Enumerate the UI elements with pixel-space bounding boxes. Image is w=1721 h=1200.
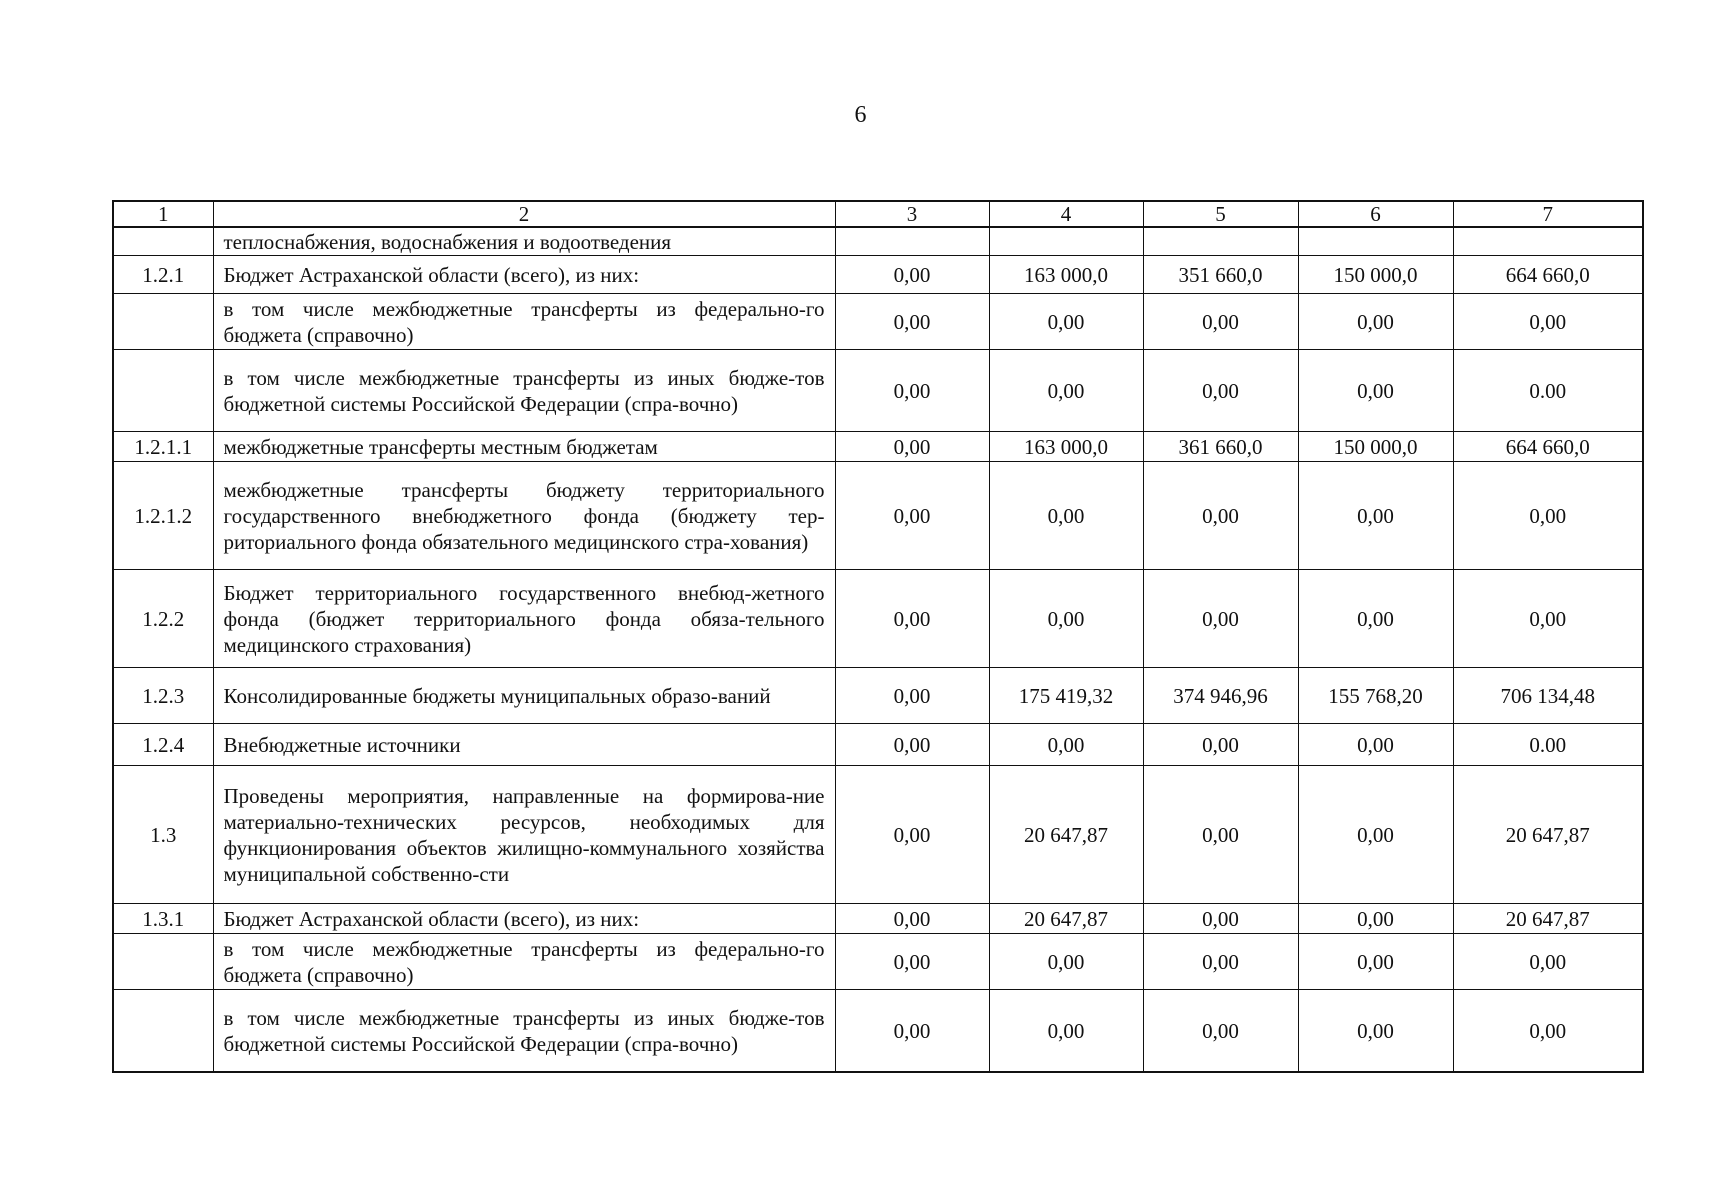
- row-value: 0,00: [835, 990, 989, 1072]
- row-value: 0,00: [835, 724, 989, 766]
- row-value: 0,00: [1298, 462, 1453, 570]
- row-value: 664 660,0: [1453, 256, 1643, 294]
- row-value: 0,00: [1298, 350, 1453, 432]
- row-value: 0,00: [1298, 570, 1453, 668]
- table-row: [113, 766, 1643, 904]
- row-value: 0,00: [835, 256, 989, 294]
- table-row: [113, 934, 1643, 990]
- row-code: 1.2.1.2: [113, 462, 213, 570]
- column-header: 1: [113, 201, 213, 227]
- row-value: 0,00: [1298, 294, 1453, 350]
- row-value: 0,00: [989, 462, 1143, 570]
- row-code: 1.2.1.1: [113, 432, 213, 462]
- row-value: 20 647,87: [1453, 904, 1643, 934]
- row-description: Консолидированные бюджеты муниципальных образо-ваний: [213, 668, 835, 724]
- row-value: 0,00: [1298, 766, 1453, 904]
- row-value: 0,00: [835, 668, 989, 724]
- row-value: 0,00: [1298, 724, 1453, 766]
- column-header: 2: [213, 201, 835, 227]
- column-header: 7: [1453, 201, 1643, 227]
- row-code: 1.2.2: [113, 570, 213, 668]
- row-value: [1298, 227, 1453, 256]
- row-value: 0.00: [1453, 724, 1643, 766]
- row-description: Внебюджетные источники: [213, 724, 835, 766]
- row-description: в том числе межбюджетные трансферты из иных бюдже-тов бюджетной системы Российской Федерации (спра-вочно): [213, 350, 835, 432]
- row-value: 0,00: [989, 350, 1143, 432]
- table-header-row: [113, 201, 1643, 227]
- row-description: Бюджет Астраханской области (всего), из них:: [213, 904, 835, 934]
- row-value: 706 134,48: [1453, 668, 1643, 724]
- row-description: теплоснабжения, водоснабжения и водоотведения: [213, 227, 835, 256]
- row-value: 0,00: [835, 766, 989, 904]
- row-code: [113, 350, 213, 432]
- row-description: Бюджет территориального государственного внебюд-жетного фонда (бюджет территориального фонда обяза-тельного медицинского страхования): [213, 570, 835, 668]
- row-value: 150 000,0: [1298, 256, 1453, 294]
- row-value: 0,00: [835, 904, 989, 934]
- row-value: 0,00: [1143, 766, 1298, 904]
- row-value: 0,00: [1143, 934, 1298, 990]
- row-code: 1.3.1: [113, 904, 213, 934]
- row-value: 0,00: [1298, 904, 1453, 934]
- row-value: [989, 227, 1143, 256]
- column-header: 5: [1143, 201, 1298, 227]
- row-description: в том числе межбюджетные трансферты из федерально-го бюджета (справочно): [213, 934, 835, 990]
- budget-table: [112, 200, 1644, 1073]
- row-value: 150 000,0: [1298, 432, 1453, 462]
- column-header: 6: [1298, 201, 1453, 227]
- row-value: 0,00: [1453, 462, 1643, 570]
- row-value: 0,00: [1453, 990, 1643, 1072]
- row-value: 0.00: [1453, 350, 1643, 432]
- row-code: 1.2.3: [113, 668, 213, 724]
- row-description: межбюджетные трансферты местным бюджетам: [213, 432, 835, 462]
- table-row: [113, 570, 1643, 668]
- row-value: 0,00: [989, 570, 1143, 668]
- row-value: 0,00: [1453, 570, 1643, 668]
- row-value: 0,00: [989, 294, 1143, 350]
- table-row: [113, 256, 1643, 294]
- row-value: 374 946,96: [1143, 668, 1298, 724]
- row-value: 361 660,0: [1143, 432, 1298, 462]
- row-value: 0,00: [1298, 934, 1453, 990]
- row-value: 664 660,0: [1453, 432, 1643, 462]
- column-header: 4: [989, 201, 1143, 227]
- row-value: 0,00: [1453, 934, 1643, 990]
- table-row: [113, 668, 1643, 724]
- table-row: [113, 724, 1643, 766]
- row-description: в том числе межбюджетные трансферты из иных бюдже-тов бюджетной системы Российской Федерации (спра-вочно): [213, 990, 835, 1072]
- page-number: 6: [854, 102, 867, 128]
- row-description: межбюджетные трансферты бюджету территориального государственного внебюджетного фонда (бюджету тер-риториального фонда обязательного медицинского стра-хования): [213, 462, 835, 570]
- table-row: [113, 990, 1643, 1072]
- row-value: 0,00: [835, 934, 989, 990]
- row-value: [1453, 227, 1643, 256]
- table-row: [113, 350, 1643, 432]
- row-value: 0,00: [989, 724, 1143, 766]
- row-value: 0,00: [1143, 350, 1298, 432]
- row-value: [835, 227, 989, 256]
- table-row: [113, 227, 1643, 256]
- row-code: [113, 227, 213, 256]
- column-header: 3: [835, 201, 989, 227]
- table-row: [113, 294, 1643, 350]
- row-code: 1.2.1: [113, 256, 213, 294]
- row-value: 0,00: [835, 462, 989, 570]
- row-value: 0,00: [1143, 570, 1298, 668]
- row-value: 20 647,87: [1453, 766, 1643, 904]
- row-value: 0,00: [1143, 294, 1298, 350]
- row-value: 351 660,0: [1143, 256, 1298, 294]
- row-description: Проведены мероприятия, направленные на формирова-ние материально-технических ресурсов, необходимых для функционирования объектов жилищно-коммунального хозяйства муниципальной собственно-сти: [213, 766, 835, 904]
- row-code: [113, 294, 213, 350]
- row-value: 0,00: [1143, 904, 1298, 934]
- row-value: 0,00: [1298, 990, 1453, 1072]
- row-code: [113, 934, 213, 990]
- row-value: 163 000,0: [989, 256, 1143, 294]
- row-value: 20 647,87: [989, 904, 1143, 934]
- row-value: 0,00: [1143, 724, 1298, 766]
- row-value: 175 419,32: [989, 668, 1143, 724]
- row-value: 155 768,20: [1298, 668, 1453, 724]
- row-value: 0,00: [835, 294, 989, 350]
- row-value: 0,00: [1143, 462, 1298, 570]
- row-value: 0,00: [835, 432, 989, 462]
- table-row: [113, 432, 1643, 462]
- row-value: 0,00: [835, 570, 989, 668]
- row-code: 1.2.4: [113, 724, 213, 766]
- row-value: 20 647,87: [989, 766, 1143, 904]
- row-value: 0,00: [989, 934, 1143, 990]
- row-value: [1143, 227, 1298, 256]
- table-row: [113, 462, 1643, 570]
- row-value: 163 000,0: [989, 432, 1143, 462]
- table-row: [113, 904, 1643, 934]
- row-value: 0,00: [835, 350, 989, 432]
- row-value: 0,00: [1143, 990, 1298, 1072]
- row-value: 0,00: [1453, 294, 1643, 350]
- row-description: Бюджет Астраханской области (всего), из них:: [213, 256, 835, 294]
- row-code: [113, 990, 213, 1072]
- row-description: в том числе межбюджетные трансферты из федерально-го бюджета (справочно): [213, 294, 835, 350]
- row-value: 0,00: [989, 990, 1143, 1072]
- row-code: 1.3: [113, 766, 213, 904]
